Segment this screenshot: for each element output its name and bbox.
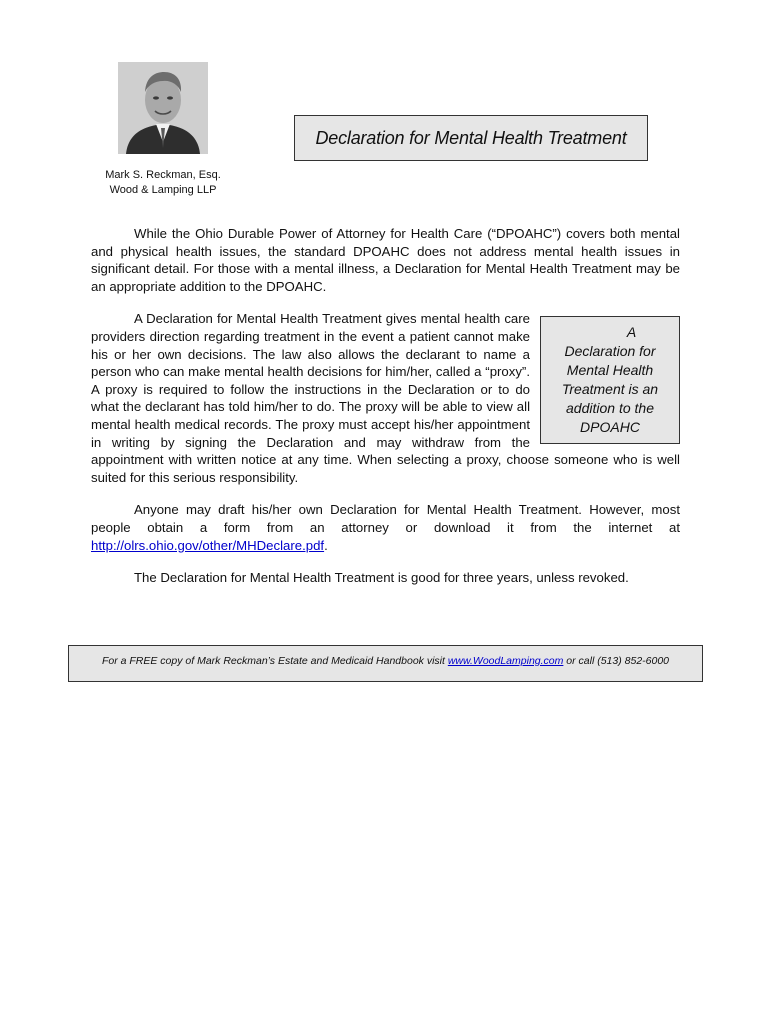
author-firm: Wood & Lamping LLP [109,184,217,196]
footer-text: For a FREE copy of Mark Reckman’s Estate and Medicaid Handbook visit [101,655,448,667]
paragraph-draft-text: Anyone may draft his/her own Declaration for Mental Health Treatment. However, most people obtain a form from an attorney or download it from the internet at [91,502,680,535]
callout-box: A Declaration for Mental Health Treatment is an addition to the DPOAHC [540,316,680,444]
page-title: Declaration for Mental Health Treatment [294,115,648,161]
paragraph-validity: The Declaration for Mental Health Treatment is good for three years, unless revoked. [134,570,629,586]
footer-phone-text: or call (513) 852-6000 [563,655,670,667]
paragraph-draft [91,501,680,554]
portrait-illustration [118,62,208,154]
paragraph-draft-end: . [324,537,328,553]
footer-banner [68,645,703,682]
website-link[interactable]: www.WoodLamping.com [447,655,564,667]
article-body [91,225,680,602]
paragraph-intro: While the Ohio Durable Power of Attorney for Health Care (“DPOAHC”) covers both mental and physical health issues, the standard DPOAHC does not address mental health issues in significant detail. For those with a mental illness, a Declaration for Mental Health Treatment may be an appropriate addition to the DPOAHC. [91,226,680,294]
paragraph-proxy [91,310,680,486]
author-photo [118,62,208,154]
paragraph-proxy-text: A Declaration for Mental Health Treatment gives mental health care providers direction regarding treatment in the event a patient cannot make his or her own decisions. The law also allows the declarant to name a person who can make mental health decisions for him/her, called a “proxy”. A proxy is required to follow the instructions in the Declaration or to do what the declarant has told him/her to do. The proxy will be able to view all mental health medical records. The proxy must accept his/her appointment in writing by signing the Declaration and may withdraw from the appointment with written notice at any time. When selecting a proxy, choose someone who is well suited for this serious responsibility. [91,311,680,485]
author-name: Mark S. Reckman, Esq. [105,169,221,181]
mhdeclare-link[interactable]: http://olrs.ohio.gov/other/MHDeclare.pdf [91,537,325,553]
author-caption [90,168,236,198]
